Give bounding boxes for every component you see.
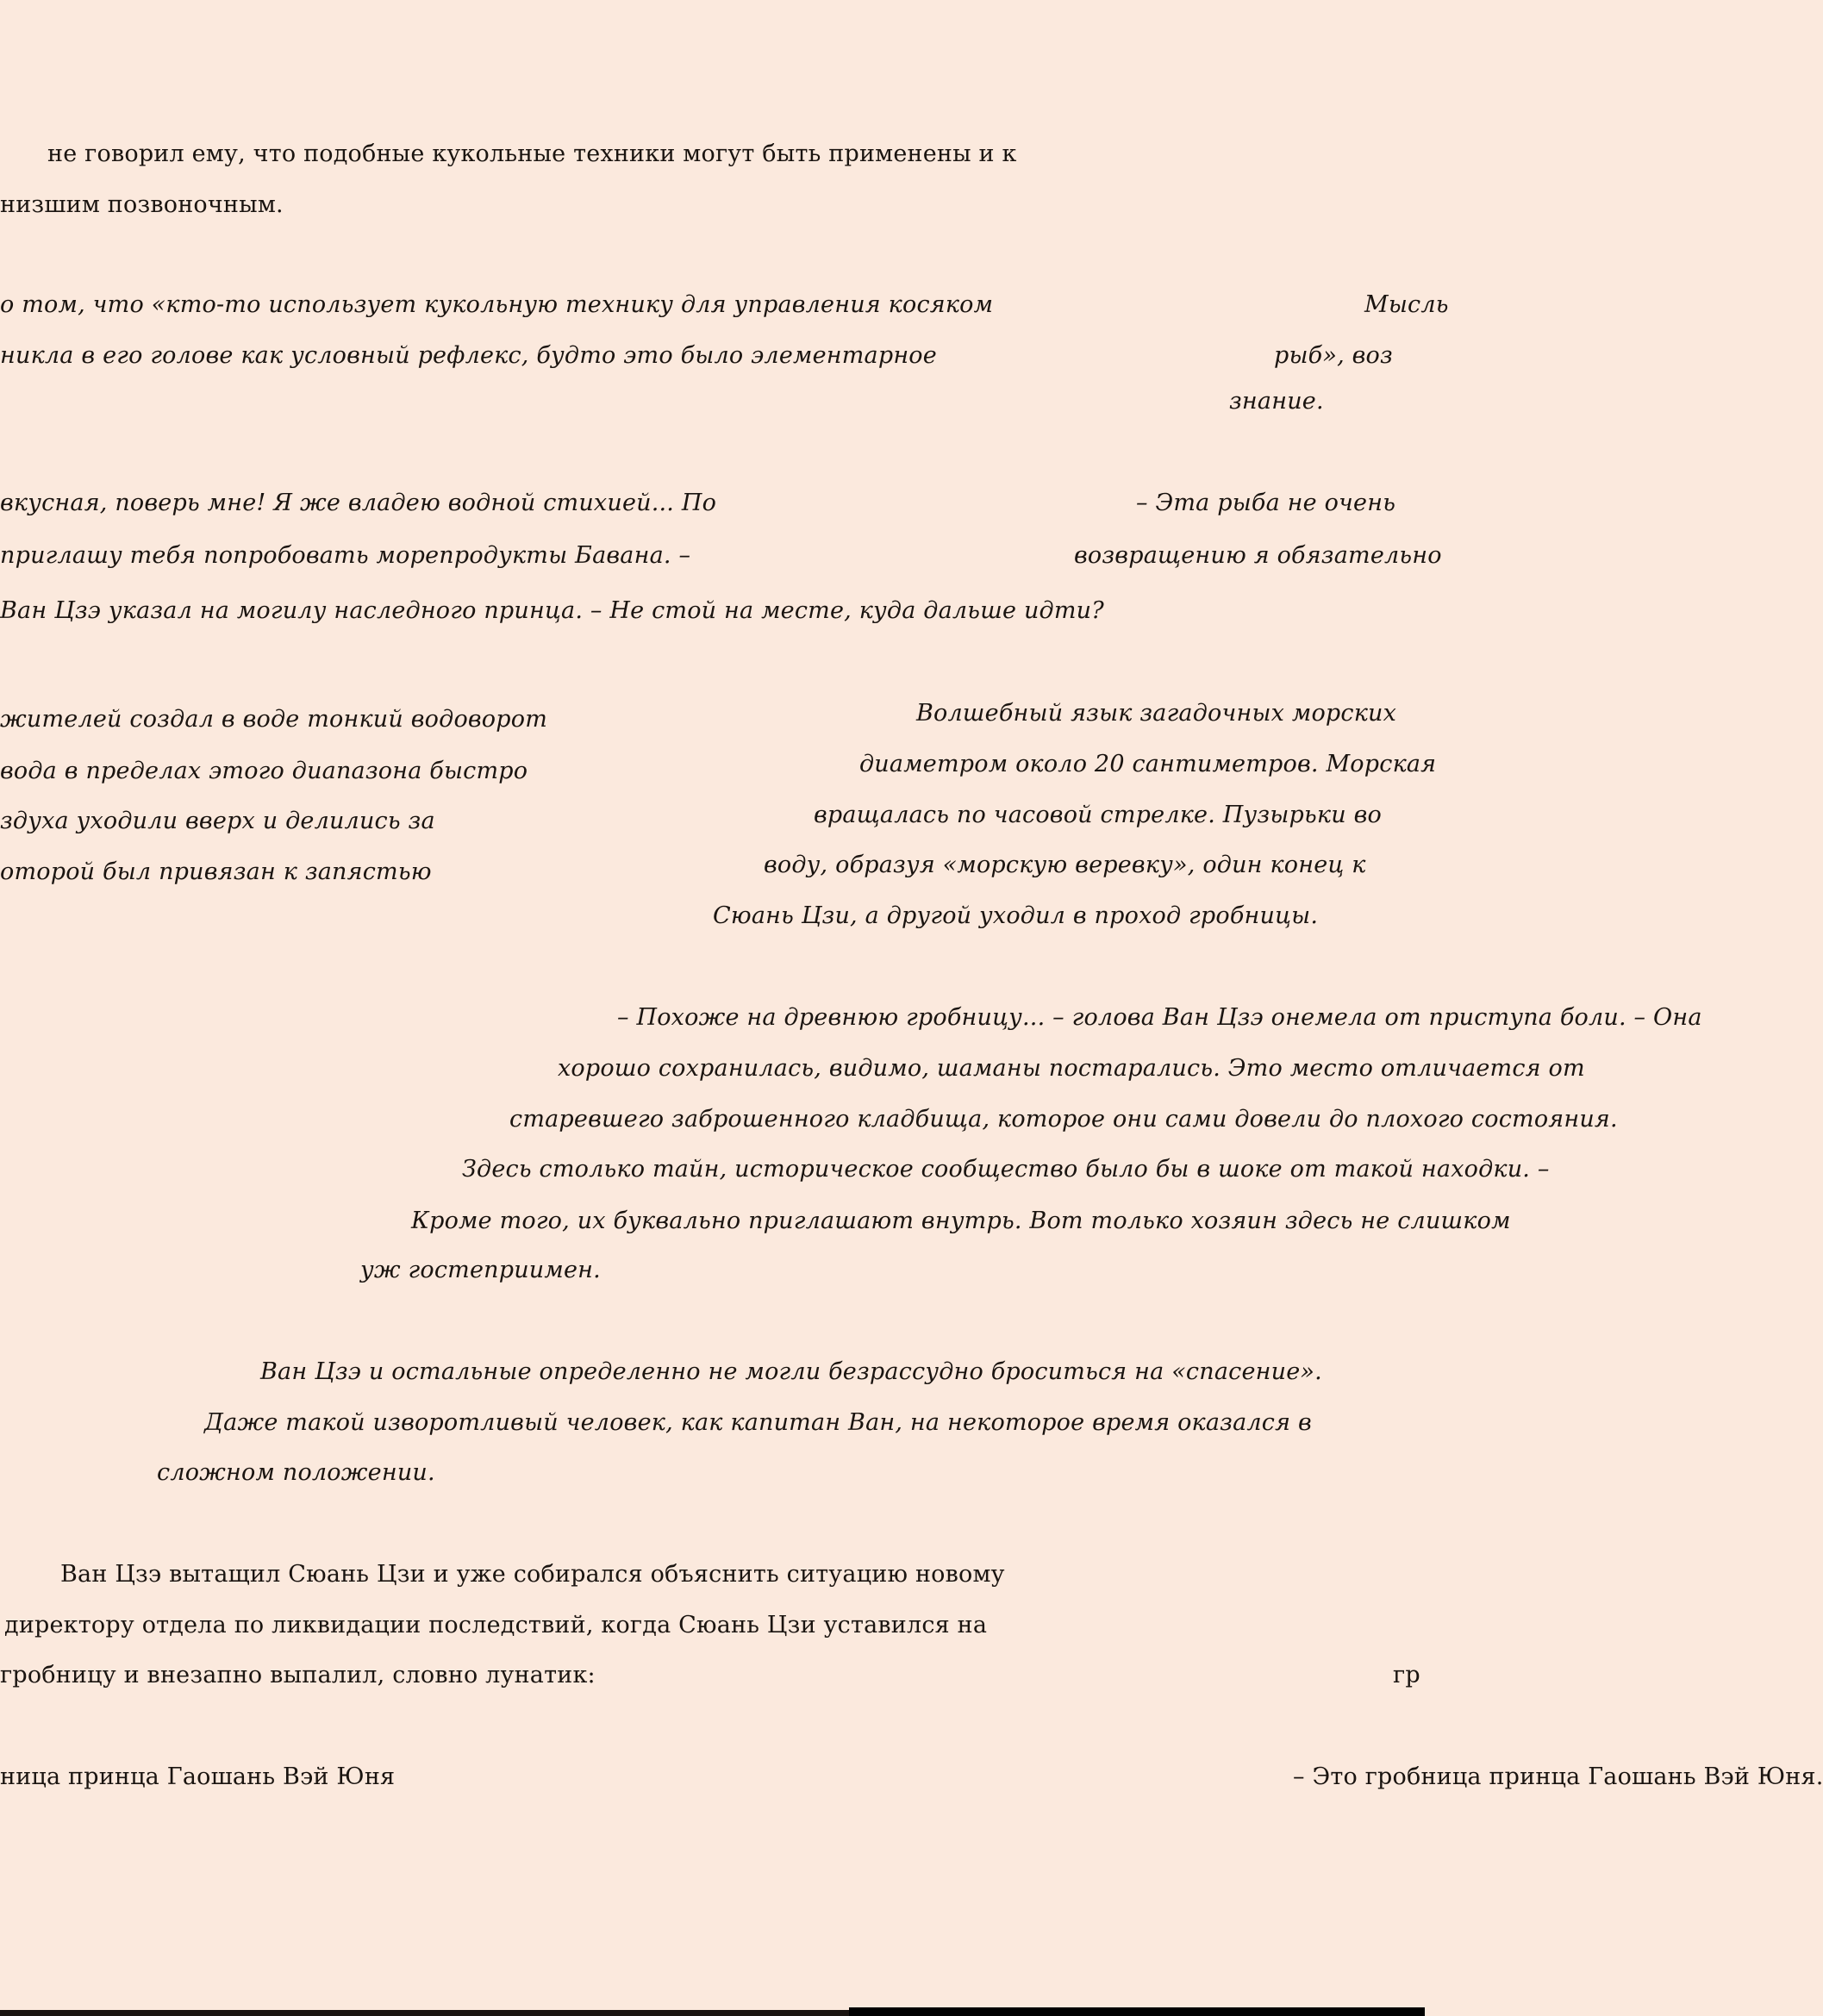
text-line: гробницу и внезапно выпалил, словно лунатик:: [0, 1662, 596, 1688]
text-line: Кроме того, их буквально приглашают внутрь. Вот только хозяин здесь не слишком: [411, 1208, 1511, 1234]
text-line: о том, что «кто-то использует кукольную технику для управления косяком: [0, 291, 994, 318]
text-line: – Похоже на древнюю гробницу... – голова Ван Цзэ онемела от приступа боли. – Она: [617, 1004, 1702, 1031]
text-line: – Эта рыба не очень: [1136, 490, 1396, 516]
text-line: низшим позвоночным.: [0, 191, 284, 218]
text-line: Ван Цзэ указал на могилу наследного принца. – Не стой на месте, куда дальше идти?: [0, 597, 1104, 624]
page-bottom-rule-thick: [849, 2007, 1425, 2016]
text-line: директору отдела по ликвидации последствий, когда Сюань Цзи уставился на: [4, 1612, 988, 1638]
text-line: не говорил ему, что подобные кукольные техники могут быть применены и к: [47, 140, 1017, 167]
text-line: рыб», воз: [1274, 342, 1393, 369]
text-line: знание.: [1229, 388, 1324, 415]
text-line: воду, образуя «морскую веревку», один конец к: [764, 852, 1366, 878]
text-line: старевшего заброшенного кладбища, которое они сами довели до плохого состояния.: [509, 1106, 1618, 1133]
text-line: Ван Цзэ и остальные определенно не могли безрассудно броситься на «спасение».: [260, 1358, 1322, 1385]
page-bottom-rule: [0, 2010, 849, 2016]
text-line: Волшебный язык загадочных морских: [916, 700, 1397, 727]
text-line: уж гостеприимен.: [360, 1257, 601, 1283]
text-line: жителей создал в воде тонкий водоворот: [0, 706, 548, 733]
text-line: ница принца Гаошань Вэй Юня: [0, 1763, 396, 1790]
text-line: Даже такой изворотливый человек, как капитан Ван, на некоторое время оказался в: [204, 1409, 1312, 1436]
text-line: вращалась по часовой стрелке. Пузырьки во: [814, 802, 1382, 828]
text-line: возвращению я обязательно: [1074, 542, 1442, 569]
text-line: сложном положении.: [157, 1459, 435, 1486]
text-line: оторой был привязан к запястью: [0, 858, 432, 885]
text-line: вкусная, поверь мне! Я же владею водной стихией... По: [0, 490, 717, 516]
text-line: Здесь столько тайн, историческое сообщество было бы в шоке от такой находки. –: [462, 1156, 1550, 1183]
text-line: здуха уходили вверх и делились за: [0, 808, 435, 834]
text-line: диаметром около 20 сантиметров. Морская: [859, 751, 1437, 777]
text-line: никла в его голове как условный рефлекс, будто это было элементарное: [0, 342, 937, 369]
text-line: Ван Цзэ вытащил Сюань Цзи и уже собирался объяснить ситуацию новому: [60, 1561, 1005, 1588]
text-line: Сюань Цзи, а другой уходил в проход гробницы.: [713, 902, 1319, 929]
text-line: хорошо сохранилась, видимо, шаманы постарались. Это место отличается от: [558, 1055, 1585, 1082]
text-line: Мысль: [1364, 291, 1449, 318]
text-line: приглашу тебя попробовать морепродукты Бавана. –: [0, 542, 691, 569]
text-line: гр: [1393, 1662, 1420, 1688]
text-line: вода в пределах этого диапазона быстро: [0, 758, 528, 784]
text-line: – Это гробница принца Гаошань Вэй Юня.: [1293, 1763, 1823, 1790]
